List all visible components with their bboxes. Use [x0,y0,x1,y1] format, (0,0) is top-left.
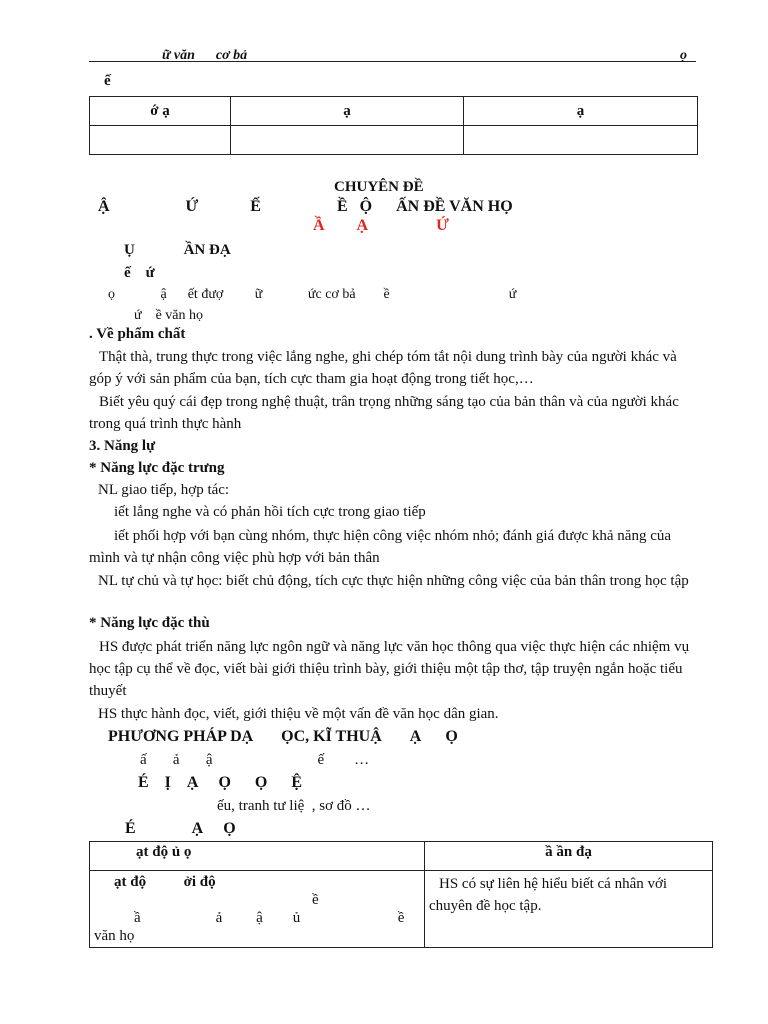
qualities-heading: . Về phẩm chất [89,326,186,342]
objectives-heading: Ụ ẦN ĐẠ [124,242,231,258]
nl-self-study: NL tự chủ và tự học: biết chủ động, tích cực thực hiện những công việc của bản thân trong học tập [98,573,689,589]
header-left: ữ văn cơ bả [162,48,248,63]
knowledge-line-2: ứ ề văn họ [134,308,204,323]
outcome-header-label: ầ ần đạ [545,844,592,860]
table-header-cell [425,842,713,871]
qualities-paragraph-1: Thật thà, trung thực trong việc lắng nghe, ghi chép tóm tắt nội dung trình bày của người khác và góp ý với sản phẩm của bạn, tích cực tham gia hoạt động trong tiết học,… [89,349,677,387]
knowledge-line: ọ ậ ết đượ ữ ức cơ bả ề ứ [108,287,517,302]
topic-title-line3: Ầ Ạ Ứ [313,217,449,234]
header-sub: ế [104,73,111,89]
activity-line: văn họ [94,928,135,944]
nl-communication-2: iết phối hợp với bạn cùng nhóm, thực hiện công việc nhóm nhỏ; đánh giá được khả năng của mình và tự nhận công việc phù hợp với bản thân [89,528,672,566]
qualities-paragraph-2: Biết yêu quý cái đẹp trong nghệ thuật, trân trọng những sáng tạo của bản thân và của người khác trong quá trình thực hành [89,394,679,432]
table-row [90,126,698,155]
table-cell [90,871,425,948]
table-row [90,97,698,126]
knowledge-heading: ế ứ [124,265,155,281]
table-row [90,842,713,871]
table-cell [90,126,231,155]
header-rule [89,61,696,62]
table-header-cell [90,842,425,871]
methods-heading: PHƯƠNG PHÁP DẠ ỌC, KĨ THUẬ Ạ Ọ [108,728,458,745]
equipment-heading: É Ị Ạ Ọ Ọ Ệ [138,774,303,791]
specific-ability-heading: * Năng lực đặc thù [89,615,210,631]
nl-communication-1: iết lắng nghe và có phản hồi tích cực trong giao tiếp [114,504,426,520]
specific-paragraph-2: HS thực hành đọc, viết, giới thiệu về một vấn đề văn học dân gian. [98,706,499,722]
activity-line: ề [312,892,319,908]
table-cell [425,871,713,948]
ability-heading: 3. Năng lự [89,438,156,454]
nl-communication: NL giao tiếp, hợp tác: [98,482,230,498]
table-cell: ạ [464,97,698,126]
special-ability-heading: * Năng lực đặc trưng [89,460,225,476]
table-row [90,871,713,948]
topic-title: CHUYÊN ĐỀ [334,179,424,195]
activity-title: ạt độ ởi độ [114,874,216,890]
activity-table [89,841,713,948]
table-cell [464,126,698,155]
outcome-text: HS có sự liên hệ hiểu biết cá nhân với chuyên đề học tập. [429,876,668,914]
table-cell: ớ ạ [90,97,231,126]
activity-header-label: ạt độ ủ ọ [136,844,192,860]
activity-line: ầ ả ậ ủ ề [134,910,405,926]
signature-table [89,96,698,155]
methods-line: ấ ả ậ ế … [140,752,370,768]
table-cell: ạ [231,97,464,126]
table-cell [231,126,464,155]
header-right: ọ [680,48,687,63]
equipment-line: ếu, tranh tư liệ , sơ đồ … [217,798,371,814]
topic-title-line2: Ậ Ứ Ế Ề Ộ ẤN ĐỀ VĂN HỌ [98,198,513,215]
process-heading: É Ạ Ọ [125,820,236,837]
specific-paragraph-1: HS được phát triển năng lực ngôn ngữ và năng lực văn học thông qua việc thực hiện các nhiệm vụ học tập cụ thể về đọc, viết bài giới thiệu trình bày, giới thiệu một tập thơ, tập truyện ngắn hoặc tiểu thuyết [89,639,690,699]
